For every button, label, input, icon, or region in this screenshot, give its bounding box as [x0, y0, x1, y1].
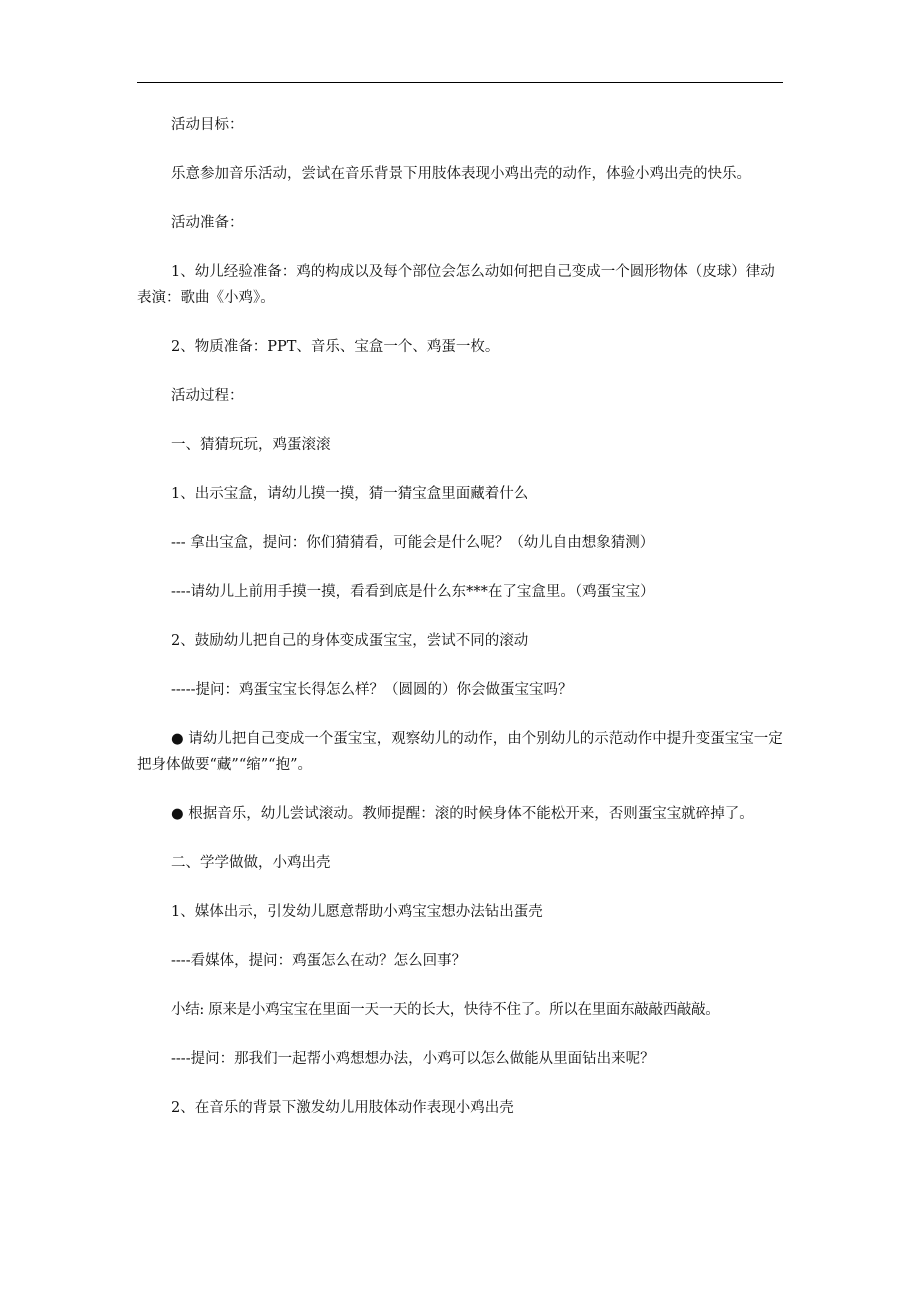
document-body — [137, 112, 783, 1144]
section-2-step-1: 1、媒体出示，引发幼儿愿意帮助小鸡宝宝想办法钻出蛋壳 — [171, 904, 543, 920]
section-1-step-1: 1、出示宝盒，请幼儿摸一摸，猜一猜宝盒里面藏着什么 — [171, 486, 529, 502]
section-1-title: 一、猜猜玩玩，鸡蛋滚滚 — [171, 437, 331, 453]
section-2-step-1-question: ----看媒体，提问：鸡蛋怎么在动？怎么回事？ — [171, 953, 467, 969]
heading-activity-process: 活动过程： — [171, 388, 244, 404]
section-2-summary: 小结: 原来是小鸡宝宝在里面一天一天的长大，快待不住了。所以在里面东敲敲西敲敲。 — [171, 1002, 720, 1018]
heading-activity-preparation: 活动准备： — [171, 215, 244, 231]
section-2-step-2: 2、在音乐的背景下激发幼儿用肢体动作表现小鸡出壳 — [171, 1100, 514, 1116]
preparation-item-1: 1、幼儿经验准备：鸡的构成以及每个部位会怎么动如何把自己变成一个圆形物体（皮球）律动表演：歌曲《小鸡》。 — [137, 264, 775, 306]
header-rule — [137, 82, 783, 83]
section-1-step-1-touch: ----请幼儿上前用手摸一摸，看看到底是什么东***在了宝盒里。（鸡蛋宝宝） — [171, 584, 655, 600]
preparation-item-2: 2、物质准备：PPT、音乐、宝盒一个、鸡蛋一枚。 — [171, 339, 500, 355]
bullet-egg-pose: ● 请幼儿把自己变成一个蛋宝宝，观察幼儿的动作，由个别幼儿的示范动作中提升变蛋宝宝一定把身体做要“藏”“缩”“抱”。 — [137, 731, 783, 773]
section-1-step-2: 2、鼓励幼儿把自己的身体变成蛋宝宝，尝试不同的滚动 — [171, 633, 529, 649]
heading-activity-goal: 活动目标： — [171, 117, 244, 133]
section-2-step-1-followup: ----提问：那我们一起帮小鸡想想办法，小鸡可以怎么做能从里面钻出来呢？ — [171, 1051, 655, 1067]
section-1-step-1-question: --- 拿出宝盒，提问：你们猜猜看，可能会是什么呢？（幼儿自由想象猜测） — [171, 535, 655, 551]
bullet-rolling: ● 根据音乐，幼儿尝试滚动。教师提醒：滚的时候身体不能松开来，否则蛋宝宝就碎掉了。 — [171, 806, 754, 822]
goal-text: 乐意参加音乐活动，尝试在音乐背景下用肢体表现小鸡出壳的动作，体验小鸡出壳的快乐。 — [171, 166, 751, 182]
section-2-title: 二、学学做做，小鸡出壳 — [171, 855, 331, 871]
section-1-step-2-question: -----提问：鸡蛋宝宝长得怎么样？（圆圆的）你会做蛋宝宝吗？ — [171, 682, 573, 698]
